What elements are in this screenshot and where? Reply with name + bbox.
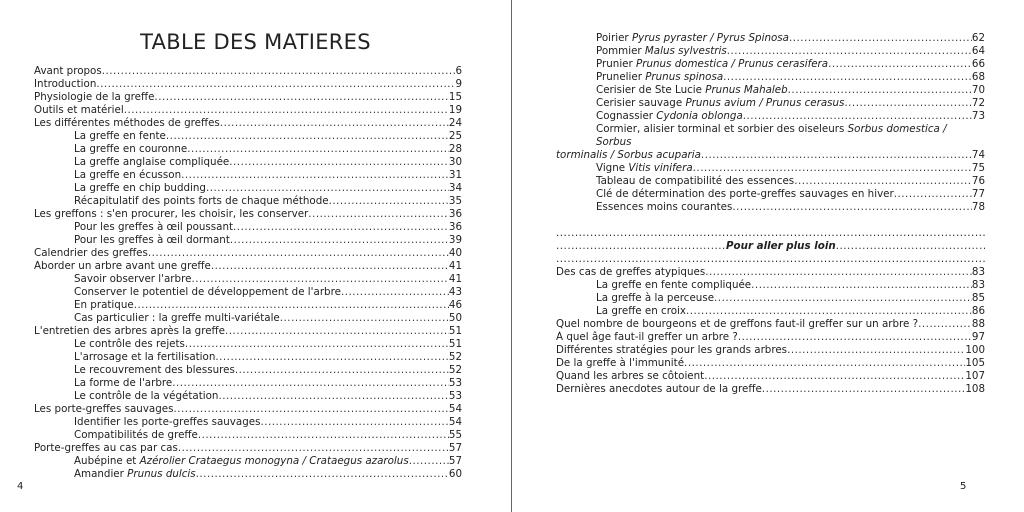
left-page	[0, 0, 511, 512]
toc-subentry: Le contrôle de la végétation ..... 53	[34, 390, 462, 403]
toc-entry: Différentes stratégies pour les grands arbres ..... 100	[556, 344, 985, 357]
right-page	[513, 0, 1024, 512]
toc-subentry: Cas particulier : la greffe multi-variétale ..... 50	[34, 312, 462, 325]
toc-subentry: Pommier Malus sylvestris ..... 64	[556, 45, 985, 58]
toc-entry: Introduction ..... 9	[34, 78, 462, 91]
toc-subentry: Prunier Prunus domestica / Prunus cerasifera ..... 66	[556, 58, 985, 71]
toc-subentry: Le recouvrement des blessures ..... 52	[34, 364, 462, 377]
toc-entry: Dernières anecdotes autour de la greffe ..... 108	[556, 383, 985, 396]
toc-subentry: Prunelier Prunus spinosa ..... 68	[556, 71, 985, 84]
page-divider	[511, 0, 512, 512]
toc-entry: Les porte-greffes sauvages ..... 54	[34, 403, 462, 416]
spacer	[556, 214, 985, 227]
toc-subentry: La greffe en couronne ..... 28	[34, 143, 462, 156]
toc-subentry: Pour les greffes à œil dormant ..... 39	[34, 234, 462, 247]
toc-subentry-wrapped: Cormier, alisier torminal et sorbier des oiseleurs Sorbus domestica / Sorbus torminalis / Sorbus acuparia ..... 74	[556, 123, 985, 162]
toc-entry: Des cas de greffes atypiques ..... 83	[556, 266, 985, 279]
dotted-rule	[556, 253, 985, 266]
toc-entry: Quand les arbres se côtoient ..... 107	[556, 370, 985, 383]
toc-subentry: Tableau de compatibilité des essences ..... 76	[556, 175, 985, 188]
toc-entry: Les différentes méthodes de greffes ..... 24	[34, 117, 462, 130]
toc-subentry: La greffe anglaise compliquée ..... 30	[34, 156, 462, 169]
toc-subentry: Aubépine et Azérolier Crataegus monogyna / Crataegus azarolus ..... 57	[34, 455, 462, 468]
toc-subentry: La greffe en croix ..... 86	[556, 305, 985, 318]
toc-subentry: Récapitulatif des points forts de chaque méthode ..... 35	[34, 195, 462, 208]
toc-entry: Les greffons : s'en procurer, les choisir, les conserver ..... 36	[34, 208, 462, 221]
toc-list-left	[34, 65, 462, 481]
toc-entry: Calendrier des greffes ..... 40	[34, 247, 462, 260]
toc-entry: Outils et matériel ..... 19	[34, 104, 462, 117]
toc-subentry: Amandier Prunus dulcis ..... 60	[34, 468, 462, 481]
toc-subentry: L'arrosage et la fertilisation ..... 52	[34, 351, 462, 364]
toc-subentry: Identifier les porte-greffes sauvages ..... 54	[34, 416, 462, 429]
toc-subentry: Le contrôle des rejets ..... 51	[34, 338, 462, 351]
toc-subentry: Cerisier de Ste Lucie Prunus Mahaleb ..... 70	[556, 84, 985, 97]
toc-entry: Avant propos ..... 6	[34, 65, 462, 78]
toc-subentry: La greffe en fente ..... 25	[34, 130, 462, 143]
toc-entry: De la greffe à l'immunité ..... 105	[556, 357, 985, 370]
toc-subentry: Cerisier sauvage Prunus avium / Prunus cerasus ..... 72	[556, 97, 985, 110]
toc-subentry: La greffe en chip budding ..... 34	[34, 182, 462, 195]
page-number: 4	[17, 481, 24, 492]
toc-subentry: Essences moins courantes ..... 78	[556, 201, 985, 214]
section-heading-row	[556, 240, 985, 253]
toc-subentry: Compatibilités de greffe ..... 55	[34, 429, 462, 442]
toc-subentry: Conserver le potentiel de développement de l'arbre ..... 43	[34, 286, 462, 299]
toc-list-right	[556, 32, 985, 396]
toc-subentry: Clé de détermination des porte-greffes sauvages en hiver ..... 77	[556, 188, 985, 201]
toc-subentry: La greffe à la perceuse ..... 85	[556, 292, 985, 305]
toc-subentry: Vigne Vitis vinifera ..... 75	[556, 162, 985, 175]
toc-subentry: Poirier Pyrus pyraster / Pyrus Spinosa ..... 62	[556, 32, 985, 45]
toc-entry: Porte-greffes au cas par cas ..... 57	[34, 442, 462, 455]
page-title: TABLE DES MATIERES	[140, 30, 371, 54]
toc-subentry: Cognassier Cydonia oblonga ..... 73	[556, 110, 985, 123]
toc-entry: L'entretien des arbres après la greffe ..... 51	[34, 325, 462, 338]
toc-entry: Aborder un arbre avant une greffe ..... 41	[34, 260, 462, 273]
toc-subentry: La greffe en fente compliquée ..... 83	[556, 279, 985, 292]
toc-subentry: La forme de l'arbre ..... 53	[34, 377, 462, 390]
toc-subentry: En pratique ..... 46	[34, 299, 462, 312]
toc-entry: Physiologie de la greffe ..... 15	[34, 91, 462, 104]
page-number: 5	[960, 481, 967, 492]
toc-subentry: Savoir observer l'arbre ..... 41	[34, 273, 462, 286]
toc-subentry: Pour les greffes à œil poussant ..... 36	[34, 221, 462, 234]
toc-entry: À quel âge faut-il greffer un arbre ? ..... 97	[556, 331, 985, 344]
toc-subentry: La greffe en écusson ..... 31	[34, 169, 462, 182]
section-heading: Pour aller plus loin	[726, 240, 836, 252]
toc-entry: Quel nombre de bourgeons et de greffons faut-il greffer sur un arbre ? ..... 88	[556, 318, 985, 331]
dotted-rule	[556, 227, 985, 240]
